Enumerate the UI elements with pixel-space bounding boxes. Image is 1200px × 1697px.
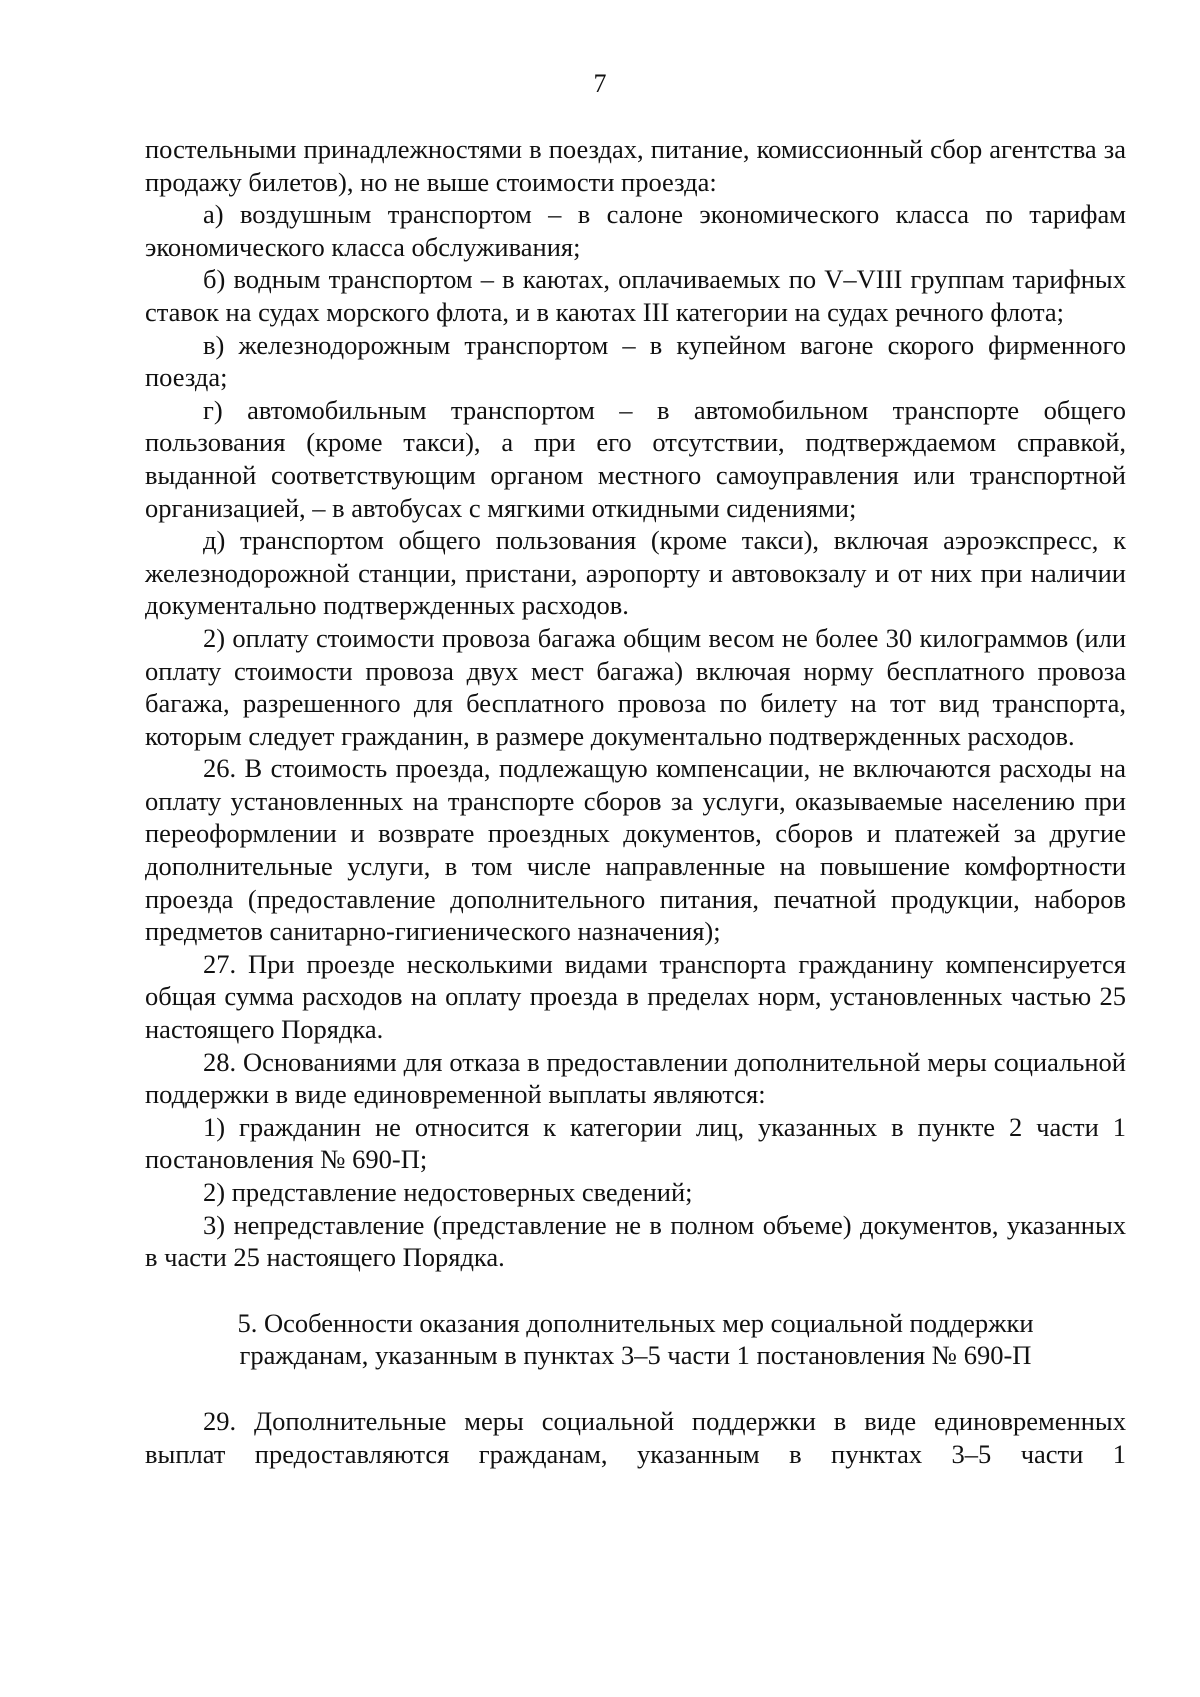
paragraph-28: 28. Основаниями для отказа в предоставлении дополнительной меры социальной поддержки в виде единовременной выплаты являются: [145,1046,1126,1110]
paragraph-28-item-3: 3) непредставление (представление не в полном объеме) документов, указанных в части 25 настоящего Порядка. [145,1209,1126,1273]
paragraph-item-2: 2) оплату стоимости провоза багажа общим весом не более 30 килограммов (или оплату стоимости провоза двух мест багажа) включая норму бесплатного провоза багажа, разрешенного для бесплатного провоза по билету на тот вид транспорта, которым следует гражданин, в размере документально подтвержденных расходов. [145,622,1126,751]
page-number: 7 [593,69,607,98]
paragraph-28-item-2: 2) представление недостоверных сведений; [203,1177,693,1207]
paragraph-continuation: постельными принадлежностями в поездах, питание, комиссионный сбор агентства за продажу билетов), но не выше стоимости проезда: [145,134,1126,197]
paragraph-27: 27. При проезде несколькими видами транспорта гражданину компенсируется общая сумма расходов на оплату проезда в пределах норм, установленных частью 25 настоящего Порядка. [145,948,1126,1045]
paragraph-item-d: д) транспортом общего пользования (кроме такси), включая аэроэкспресс, к железнодорожной станции, пристани, аэропорту и автовокзалу и от них при наличии документально подтвержденных расходов. [145,525,1126,621]
section-heading-line-1: 5. Особенности оказания дополнительных мер социальной поддержки [237,1307,1034,1338]
paragraph-29: 29. Дополнительные меры социальной поддержки в виде единовременных выплат предоставляются гражданам, указанным в пунктах 3–5 части 1 [145,1405,1126,1469]
paragraph-28-item-1: 1) гражданин не относится к категории лиц, указанных в пункте 2 части 1 постановления № 690-П; [145,1111,1126,1175]
paragraph-26: 26. В стоимость проезда, подлежащую компенсации, не включаются расходы на оплату установленных на транспорте сборов за услуги, оказываемые населению при переоформлении и возврате проездных документов, сборов и платежей за другие дополнительные услуги, в том числе направленные на повышение комфортности проезда (предоставление дополнительного питания, печатной продукции, наборов предметов санитарно-гигиенического назначения); [145,753,1126,947]
document-body [145,133,1126,1470]
paragraph-item-a: а) воздушным транспортом – в салоне экономического класса по тарифам экономического класса обслуживания; [145,199,1126,262]
paragraph-item-b: б) водным транспортом – в каютах, оплачиваемых по V–VIII группам тарифных ставок на судах морского флота, и в каютах III категории на судах речного флота; [145,264,1126,327]
paragraph-item-g: г) автомобильным транспортом – в автомобильном транспорте общего пользования (кроме такси), а при его отсутствии, подтверждаемом справкой, выданной соответствующим органом местного самоуправления или транспортной организацией, – в автобусах с мягкими откидными сидениями; [145,394,1126,523]
paragraph-item-v: в) железнодорожным транспортом – в купейном вагоне скорого фирменного поезда; [145,329,1126,393]
section-heading [145,1307,1126,1372]
section-heading-line-2: гражданам, указанным в пунктах 3–5 части 1 постановления № 690-П [239,1340,1032,1371]
